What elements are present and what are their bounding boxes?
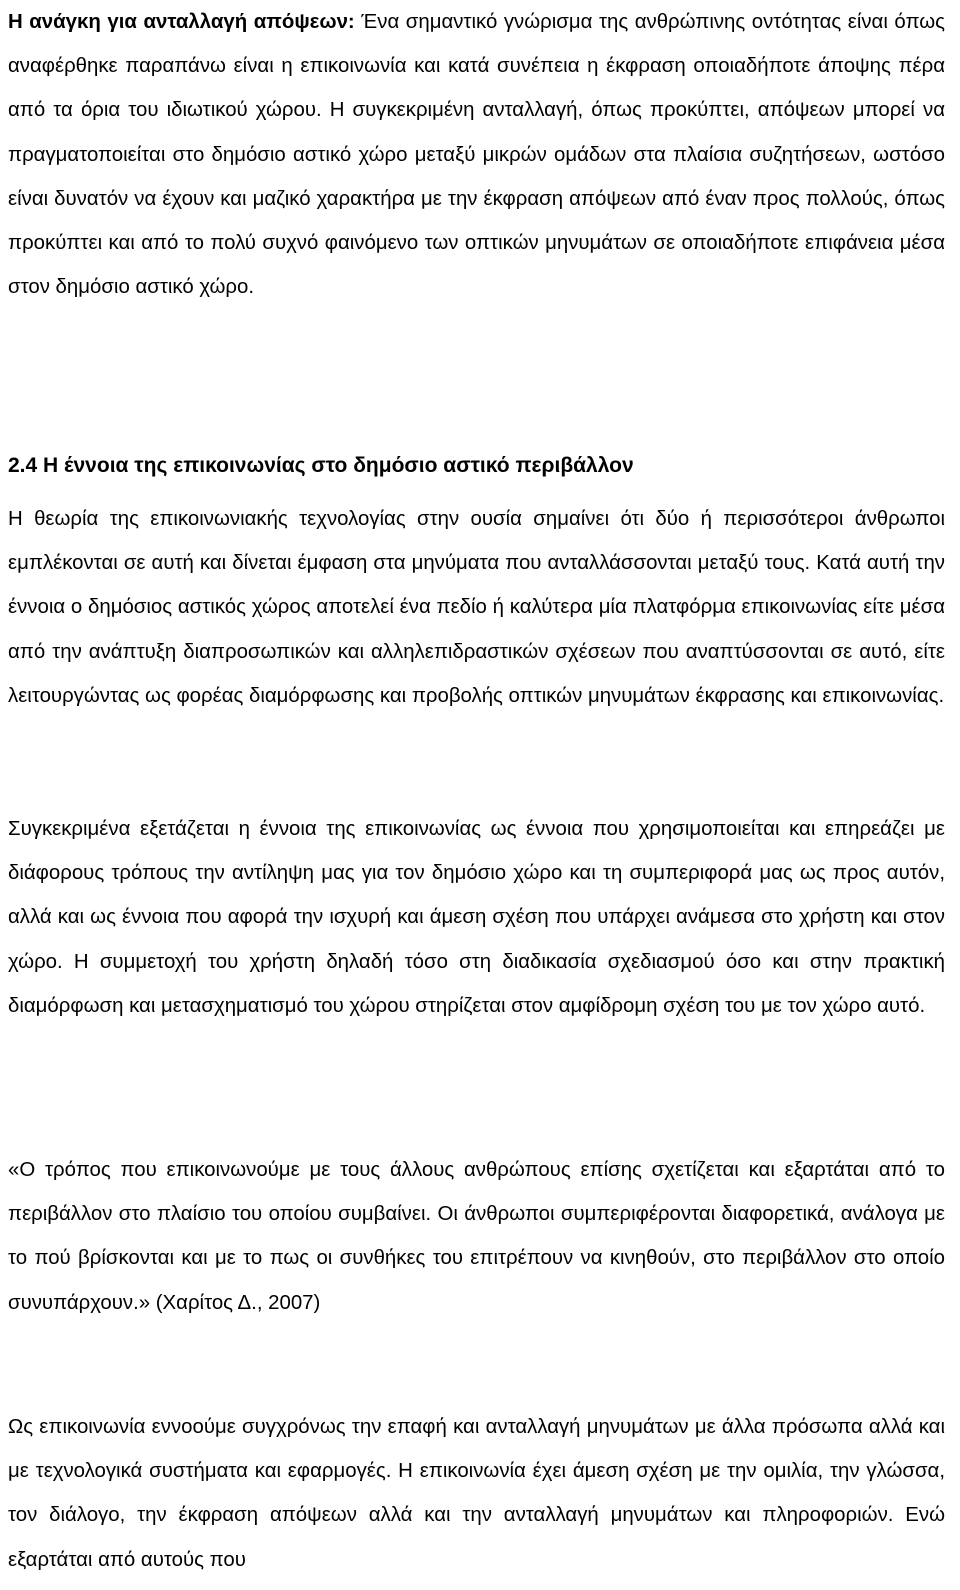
intro-lead: Η ανάγκη για ανταλλαγή απόψεων: [8,11,355,33]
quote-paragraph: «Ο τρόπος που επικοινωνούμε με τους άλλους ανθρώπους επίσης σχετίζεται και εξαρτάται από το περιβάλλον στο πλαίσιο του οποίου συμβαίνει. Οι άνθρωποι συμπεριφέρονται διαφορετικά, ανάλογα με το πού βρίσκονται και με το πως οι συνθήκες του επιτρέπουν να κινηθούν, στο περιβάλλον στο οποίο συνυπάρχουν.» (Χαρίτος Δ., 2007) [8,1159,945,1314]
communication-paragraph: Ως επικοινωνία εννοούμε συγχρόνως την επαφή και ανταλλαγή μηνυμάτων με άλλα πρόσωπα αλλά και με τεχνολογικά συστήματα και εφαρμογές. Η επικοινωνία έχει άμεση σχέση με την ομιλία, την γλώσσα, τον διάλογο, την έκφραση απόψεων αλλά και την ανταλλαγή μηνυμάτων και πληροφοριών. Ενώ εξαρτάται από αυτούς που [8,1416,945,1571]
intro-text: Ένα σημαντικό γνώρισμα της ανθρώπινης οντότητας είναι όπως αναφέρθηκε παραπάνω είναι η επικοινωνία και κατά συνέπεια η έκφραση οποιαδήποτε άποψης πέρα από τα όρια του ιδιωτικού χώρου. Η συγκεκριμένη ανταλλαγή, όπως προκύπτει, απόψεων μπορεί να πραγματοποιείται στο δημόσιο αστικό χώρο μεταξύ μικρών ομάδων στα πλαίσια συζητήσεων, ωστόσο είναι δυνατόν να έχουν και μαζικό χαρακτήρα με την έκφραση απόψεων από έναν προς πολλούς, όπως προκύπτει και από το πολύ συχνό φαινόμενο των οπτικών μηνυμάτων σε οποιαδήποτε επιφάνεια μέσα στον δημόσιο αστικό χώρο. [8,11,945,299]
intro-paragraph [8,0,945,309]
section-heading: 2.4 Η έννοια της επικοινωνίας στο δημόσιο αστικό περιβάλλον [8,454,634,477]
theory-paragraph: Η θεωρία της επικοινωνιακής τεχνολογίας στην ουσία σημαίνει ότι δύο ή περισσότεροι άνθρωποι εμπλέκονται σε αυτή και δίνεται έμφαση στα μηνύματα που ανταλλάσσονται μεταξύ τους. Κατά αυτή την έννοια ο δημόσιος αστικός χώρος αποτελεί ένα πεδίο ή καλύτερα μία πλατφόρμα επικοινωνίας είτε μέσα από την ανάπτυξη διαπροσωπικών και αλληλεπιδραστικών σχέσεων που αναπτύσσονται σε αυτό, είτε λειτουργώντας ως φορέας διαμόρφωσης και προβολής οπτικών μηνυμάτων έκφρασης και επικοινωνίας. [8,508,945,707]
specific-paragraph: Συγκεκριμένα εξετάζεται η έννοια της επικοινωνίας ως έννοια που χρησιμοποιείται και επηρεάζει με διάφορους τρόπους την αντίληψη μας για τον δημόσιο χώρο και τη συμπεριφορά μας ως προς αυτόν, αλλά και ως έννοια που αφορά την ισχυρή και άμεση σχέση που υπάρχει ανάμεσα στο χρήστη και στον χώρο. Η συμμετοχή του χρήστη δηλαδή τόσο στη διαδικασία σχεδιασμού όσο και στην πρακτική διαμόρφωση και μετασχηματισμό του χώρου στηρίζεται στον αμφίδρομη σχέση του με τον χώρο αυτό. [8,818,945,1017]
